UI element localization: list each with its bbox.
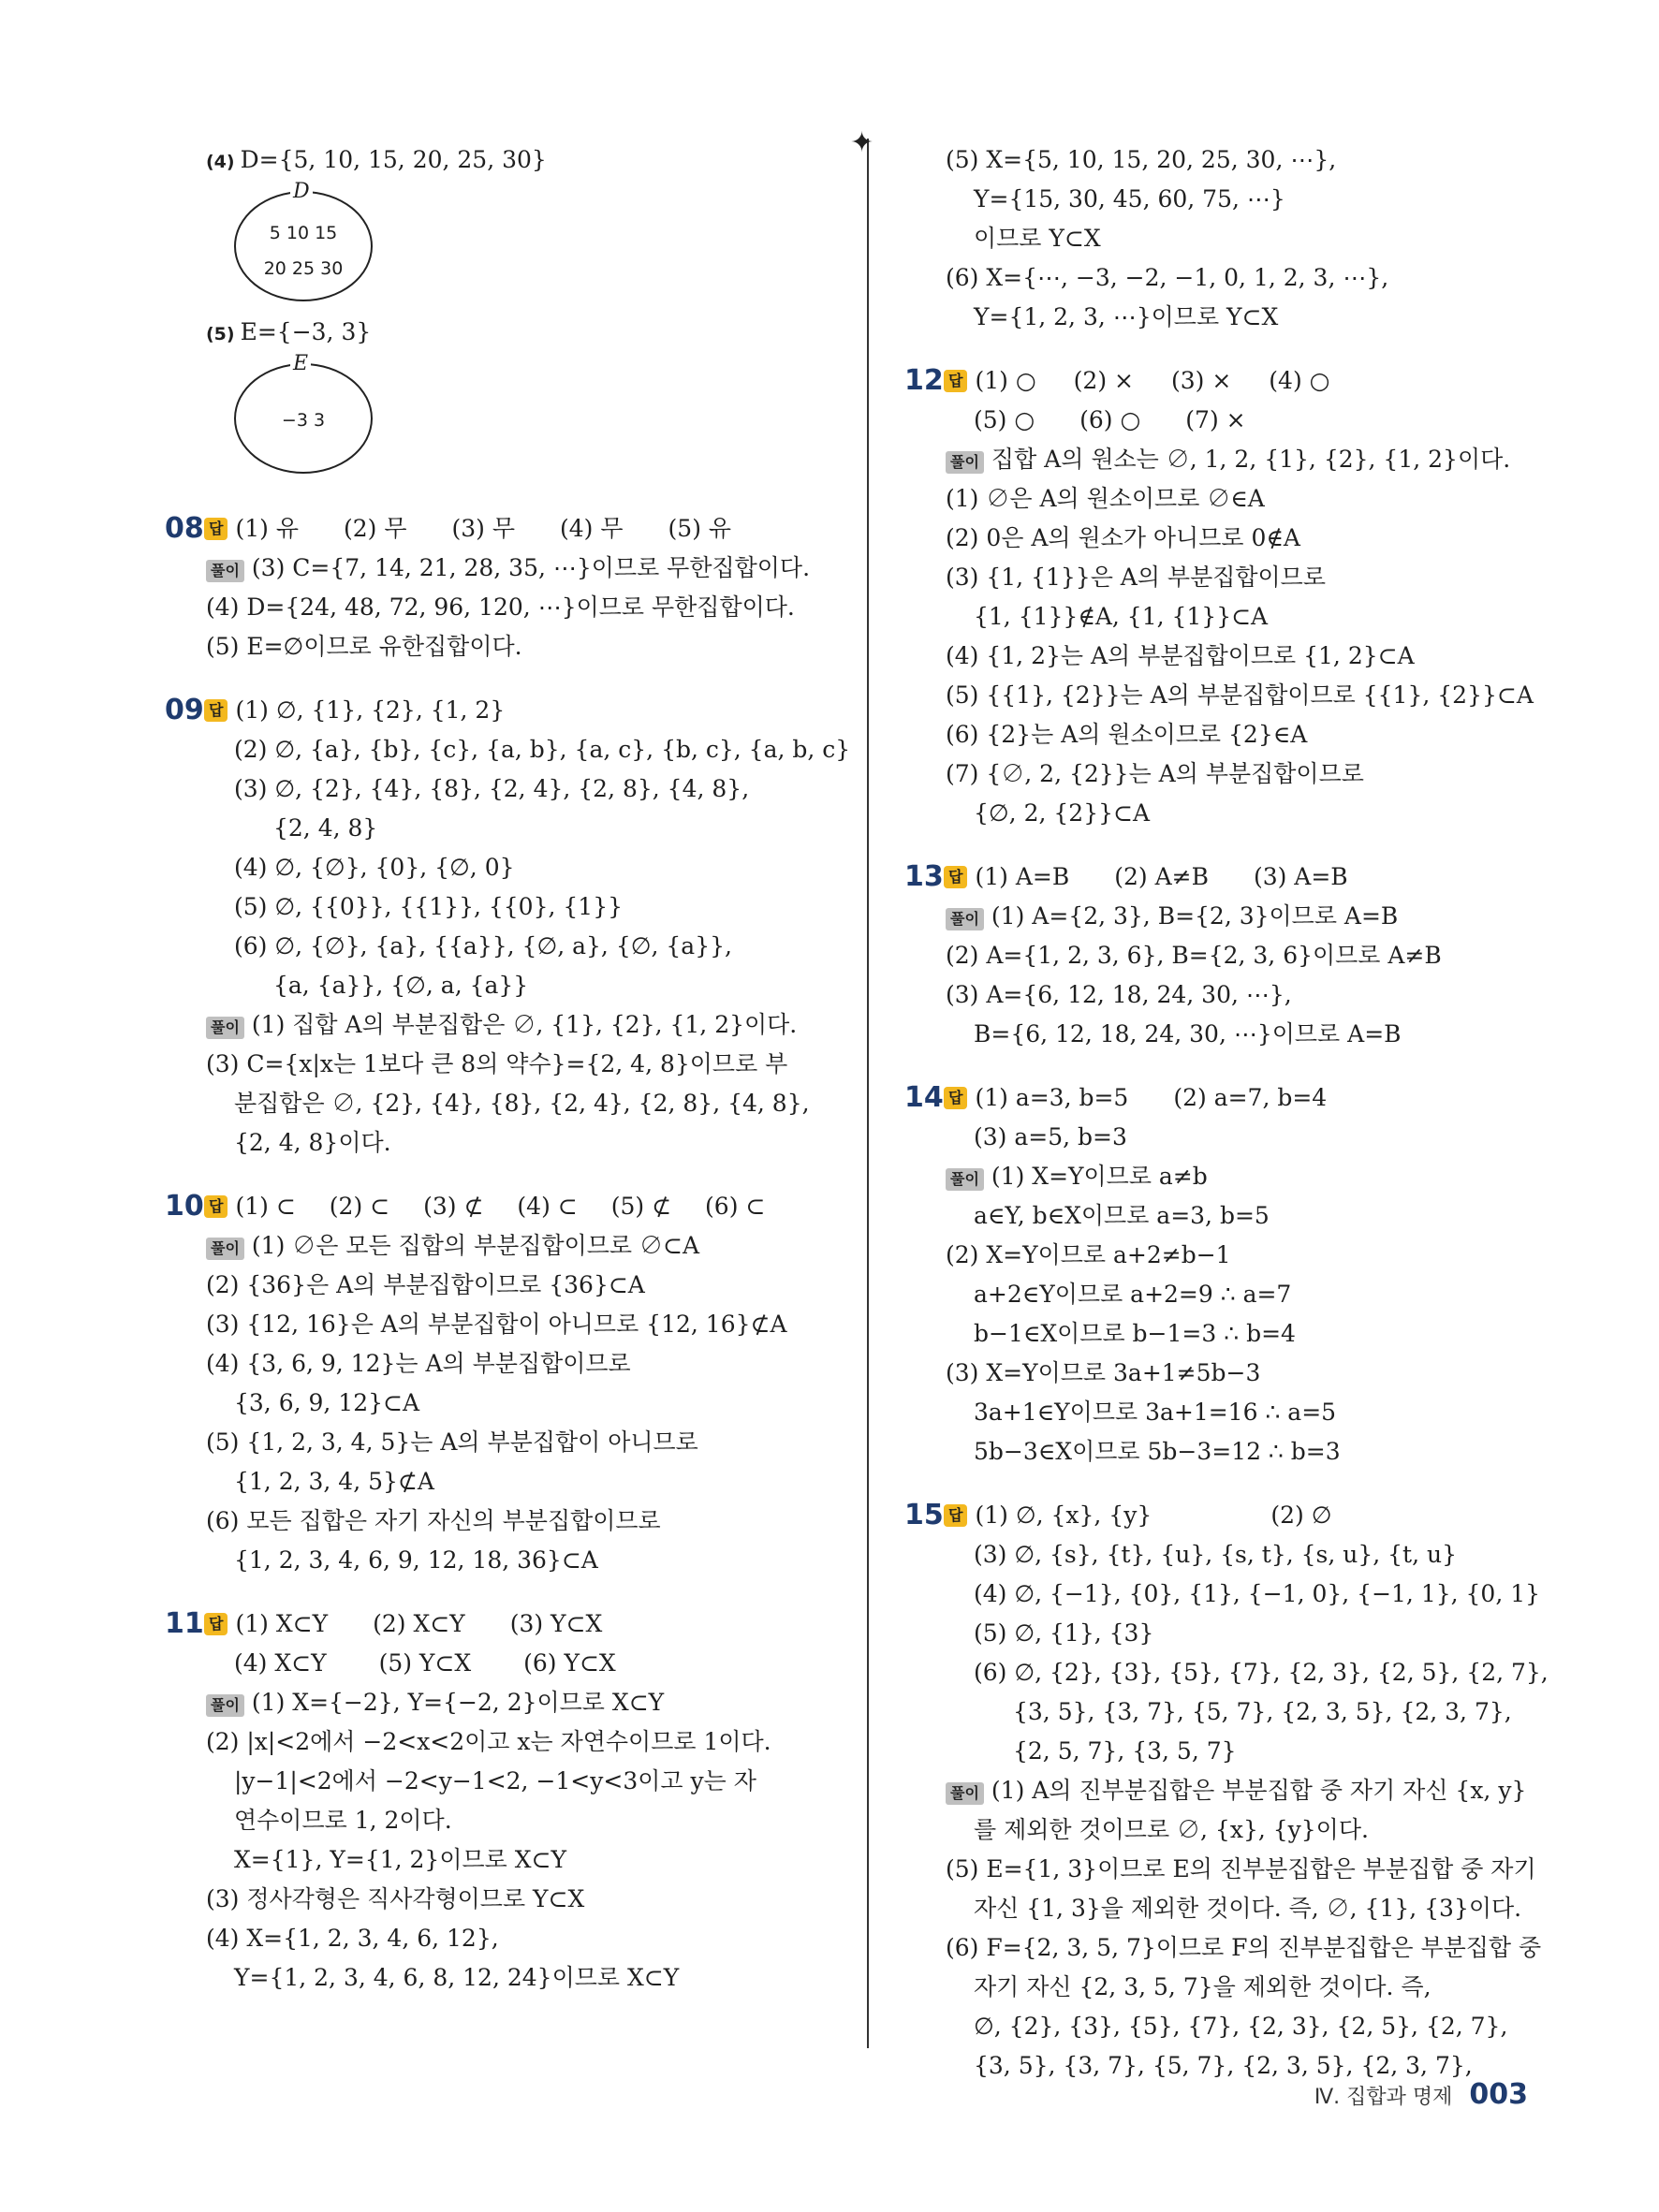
solution-line: {1, 2, 3, 4, 5}⊄A bbox=[234, 1468, 434, 1495]
venn-ellipse bbox=[234, 191, 373, 301]
answer-badge: 답 bbox=[944, 1087, 967, 1109]
question-12: 12 답 (1) ○ (2) × (3) × (4) ○ bbox=[904, 361, 1545, 401]
solution-line: b−1∈X이므로 b−1=3 ∴ b=4 bbox=[974, 1320, 1296, 1347]
solution-badge: 풀이 bbox=[946, 1168, 984, 1191]
question-number: 15 bbox=[904, 1499, 944, 1531]
question-11: 11 답 (1) X⊂Y (2) X⊂Y (3) Y⊂X bbox=[165, 1604, 843, 1644]
solution-line: 자기 자신 {2, 3, 5, 7}을 제외한 것이다. 즉, bbox=[974, 1973, 1431, 2000]
answer-row: (4) X⊂Y (5) Y⊂X (6) Y⊂X bbox=[234, 1649, 616, 1677]
solution-line: 풀이 (1) ∅은 모든 집합의 부분집합이므로 ∅⊂A bbox=[206, 1226, 843, 1266]
solution-line: 자신 {1, 3}을 제외한 것이다. 즉, ∅, {1}, {3}이다. bbox=[974, 1895, 1522, 1922]
solution-line: 풀이 (1) A={2, 3}, B={2, 3}이므로 A=B bbox=[946, 897, 1545, 936]
solution-line: 5b−3∈X이므로 5b−3=12 ∴ b=3 bbox=[974, 1438, 1341, 1465]
right-column bbox=[904, 140, 1549, 2086]
venn-diagram-e bbox=[234, 354, 374, 476]
solution-line: (3) {12, 16}은 A의 부분집합이 아니므로 {12, 16}⊄A bbox=[206, 1311, 787, 1338]
solution-line: (4) D={24, 48, 72, 96, 120, ⋯}이므로 무한집합이다. bbox=[206, 593, 795, 621]
venn-row: 20 25 30 bbox=[263, 258, 344, 279]
question-08: 08 답 (1) 유 (2) 무 (3) 무 (4) 무 (5) 유 bbox=[165, 509, 843, 549]
page-number: 003 bbox=[1469, 2078, 1528, 2111]
solution-line: {∅, 2, {2}}⊂A bbox=[974, 799, 1151, 827]
answer-line: {2, 5, 7}, {3, 5, 7} bbox=[1013, 1737, 1237, 1765]
solution-line: (3) C={x|x는 1보다 큰 8의 약수}={2, 4, 8}이므로 부 bbox=[206, 1050, 788, 1077]
solution-badge: 풀이 bbox=[946, 908, 984, 930]
left-column bbox=[165, 140, 851, 1998]
question-number: 12 bbox=[904, 364, 944, 397]
divider-ornament-icon: ✦ bbox=[850, 126, 874, 159]
solution-line: |y−1|<2에서 −2<y−1<2, −1<y<3이고 y는 자 bbox=[234, 1767, 756, 1795]
solution-line: a∈Y, b∈X이므로 a=3, b=5 bbox=[974, 1202, 1270, 1229]
answer-line: {3, 5}, {3, 7}, {5, 7}, {2, 3, 5}, {2, 3, 7}, bbox=[1013, 1698, 1512, 1725]
venn-row: −3 3 bbox=[281, 410, 326, 431]
solution-line: (5) {1, 2, 3, 4, 5}는 A의 부분집합이 아니므로 bbox=[206, 1428, 698, 1456]
solution-line: 풀이 집합 A의 원소는 ∅, 1, 2, {1}, {2}, {1, 2}이다. bbox=[946, 440, 1545, 479]
solution-line: (5) E={1, 3}이므로 E의 진부분집합은 부분집합 중 자기 bbox=[946, 1855, 1536, 1882]
question-number: 08 bbox=[165, 512, 204, 545]
solution-line: a+2∈Y이므로 a+2=9 ∴ a=7 bbox=[974, 1281, 1292, 1308]
answer-line: (6) ∅, {2}, {3}, {5}, {7}, {2, 3}, {2, 5}, {2, 7}, bbox=[974, 1659, 1549, 1686]
solution-line: (6) X={⋯, −3, −2, −1, 0, 1, 2, 3, ⋯}, bbox=[946, 264, 1389, 291]
venn-diagram-d bbox=[234, 182, 374, 303]
solution-line: (2) X=Y이므로 a+2≠b−1 bbox=[946, 1241, 1231, 1268]
answer-badge: 답 bbox=[944, 1504, 967, 1527]
solution-line: B={6, 12, 18, 24, 30, ⋯}이므로 A=B bbox=[974, 1020, 1402, 1047]
answer-row: (3) a=5, b=3 bbox=[974, 1123, 1127, 1150]
solution-badge: 풀이 bbox=[206, 1694, 244, 1717]
question-number: 11 bbox=[165, 1607, 204, 1640]
solution-line: (6) {2}는 A의 원소이므로 {2}∈A bbox=[946, 721, 1308, 748]
solution-line: (3) {1, {1}}은 A의 부분집합이므로 bbox=[946, 564, 1326, 591]
solution-line: {2, 4, 8}이다. bbox=[234, 1129, 391, 1156]
question-14: 14 답 (1) a=3, b=5 (2) a=7, b=4 bbox=[904, 1078, 1545, 1118]
solution-line: 분집합은 ∅, {2}, {4}, {8}, {2, 4}, {2, 8}, {4, 8}, bbox=[234, 1090, 810, 1117]
question-10: 10 답 (1) ⊂ (2) ⊂ (3) ⊄ (4) ⊂ (5) ⊄ (6) ⊂ bbox=[165, 1187, 843, 1226]
solution-line: Y={15, 30, 45, 60, 75, ⋯} bbox=[974, 185, 1285, 212]
solution-line: (5) E=∅이므로 유한집합이다. bbox=[206, 633, 522, 660]
solution-badge: 풀이 bbox=[206, 1017, 244, 1039]
answer-line: {a, {a}}, {∅, a, {a}} bbox=[273, 972, 529, 999]
answer-badge: 답 bbox=[204, 518, 228, 540]
solution-line: {3, 5}, {3, 7}, {5, 7}, {2, 3, 5}, {2, 3, 7}, bbox=[974, 2052, 1473, 2079]
solution-line: (6) 모든 집합은 자기 자신의 부분집합이므로 bbox=[206, 1507, 661, 1534]
solution-line: (4) X={1, 2, 3, 4, 6, 12}, bbox=[206, 1925, 499, 1952]
solution-line: 풀이 (3) C={7, 14, 21, 28, 35, ⋯}이므로 무한집합이다. bbox=[206, 549, 843, 588]
item-07-4: (4) D={5, 10, 15, 20, 25, 30} bbox=[206, 146, 547, 173]
solution-line: 이므로 Y⊂X bbox=[974, 225, 1101, 252]
answer-line: (4) ∅, {∅}, {0}, {∅, 0} bbox=[234, 854, 515, 881]
question-number: 13 bbox=[904, 860, 944, 893]
solution-line: 를 제외한 것이므로 ∅, {x}, {y}이다. bbox=[974, 1816, 1369, 1843]
question-number: 14 bbox=[904, 1081, 944, 1114]
venn-label: D bbox=[290, 182, 313, 202]
solution-line: (2) |x|<2에서 −2<x<2이고 x는 자연수이므로 1이다. bbox=[206, 1728, 771, 1755]
column-divider bbox=[867, 139, 869, 2048]
item-07-5: (5) E={−3, 3} bbox=[206, 318, 372, 345]
answer-badge: 답 bbox=[204, 1195, 228, 1218]
question-09: 09 답 (1) ∅, {1}, {2}, {1, 2} bbox=[165, 691, 843, 730]
solution-line: ∅, {2}, {3}, {5}, {7}, {2, 3}, {2, 5}, {2, 7}, bbox=[974, 2013, 1508, 2040]
solution-line: {3, 6, 9, 12}⊂A bbox=[234, 1389, 420, 1416]
question-15: 15 답 (1) ∅, {x}, {y} (2) ∅ bbox=[904, 1496, 1545, 1535]
answer-badge: 답 bbox=[204, 1613, 228, 1635]
solution-line: (2) A={1, 2, 3, 6}, B={2, 3, 6}이므로 A≠B bbox=[946, 942, 1442, 969]
solution-line: (7) {∅, 2, {2}}는 A의 부분집합이므로 bbox=[946, 760, 1364, 787]
solution-line: (4) {3, 6, 9, 12}는 A의 부분집합이므로 bbox=[206, 1350, 631, 1377]
answer-line: (3) ∅, {2}, {4}, {8}, {2, 4}, {2, 8}, {4, 8}, bbox=[234, 775, 750, 802]
solution-line: {1, {1}}∉A, {1, {1}}⊂A bbox=[974, 603, 1269, 630]
solution-line: (2) 0은 A의 원소가 아니므로 0∉A bbox=[946, 524, 1300, 551]
question-number: 10 bbox=[165, 1190, 204, 1223]
solution-line: 풀이 (1) 집합 A의 부분집합은 ∅, {1}, {2}, {1, 2}이다. bbox=[206, 1005, 843, 1045]
solution-line: Y={1, 2, 3, ⋯}이므로 Y⊂X bbox=[974, 303, 1279, 330]
question-number: 09 bbox=[165, 694, 204, 726]
solution-line: (3) A={6, 12, 18, 24, 30, ⋯}, bbox=[946, 981, 1292, 1008]
venn-label: E bbox=[290, 354, 311, 374]
answer-line: (3) ∅, {s}, {t}, {u}, {s, t}, {s, u}, {t, u} bbox=[974, 1541, 1457, 1568]
solution-line: (4) {1, 2}는 A의 부분집합이므로 {1, 2}⊂A bbox=[946, 642, 1415, 669]
solution-line: 풀이 (1) X=Y이므로 a≠b bbox=[946, 1157, 1545, 1196]
answer-badge: 답 bbox=[204, 699, 228, 722]
answer-line: (2) ∅, {a}, {b}, {c}, {a, b}, {a, c}, {b, c}, {a, b, c} bbox=[234, 736, 851, 763]
solution-line: (2) {36}은 A의 부분집합이므로 {36}⊂A bbox=[206, 1271, 645, 1298]
answer-badge: 답 bbox=[944, 370, 967, 392]
question-13: 13 답 (1) A=B (2) A≠B (3) A=B bbox=[904, 857, 1545, 897]
solution-line: 3a+1∈Y이므로 3a+1=16 ∴ a=5 bbox=[974, 1399, 1337, 1426]
answer-row: (5) ○ (6) ○ (7) × bbox=[974, 406, 1246, 433]
solution-line: 풀이 (1) X={−2}, Y={−2, 2}이므로 X⊂Y bbox=[206, 1683, 843, 1722]
venn-row: 5 10 15 bbox=[269, 223, 338, 243]
solution-line: X={1}, Y={1, 2}이므로 X⊂Y bbox=[234, 1846, 566, 1873]
solution-line: (5) {{1}, {2}}는 A의 부분집합이므로 {{1}, {2}}⊂A bbox=[946, 681, 1534, 709]
solution-line: Y={1, 2, 3, 4, 6, 8, 12, 24}이므로 X⊂Y bbox=[234, 1964, 680, 1991]
solution-line: 연수이므로 1, 2이다. bbox=[234, 1807, 452, 1834]
solution-line: (5) X={5, 10, 15, 20, 25, 30, ⋯}, bbox=[946, 146, 1337, 173]
page-footer bbox=[1314, 2078, 1528, 2111]
answer-line: (5) ∅, {1}, {3} bbox=[974, 1619, 1154, 1647]
solution-badge: 풀이 bbox=[946, 1782, 984, 1805]
solution-line: (3) 정사각형은 직사각형이므로 Y⊂X bbox=[206, 1885, 585, 1912]
solution-line: (1) ∅은 A의 원소이므로 ∅∈A bbox=[946, 485, 1265, 512]
answer-line: (6) ∅, {∅}, {a}, {{a}}, {∅, a}, {∅, {a}}, bbox=[234, 932, 732, 960]
solution-badge: 풀이 bbox=[946, 451, 984, 474]
solution-line: (3) X=Y이므로 3a+1≠5b−3 bbox=[946, 1359, 1261, 1386]
solution-line: (6) F={2, 3, 5, 7}이므로 F의 진부분집합은 부분집합 중 bbox=[946, 1934, 1542, 1961]
answer-line: {2, 4, 8} bbox=[273, 814, 378, 842]
answer-badge: 답 bbox=[944, 866, 967, 888]
solution-line: 풀이 (1) A의 진부분집합은 부분집합 중 자기 자신 {x, y} bbox=[946, 1771, 1545, 1810]
solution-line: {1, 2, 3, 4, 6, 9, 12, 18, 36}⊂A bbox=[234, 1546, 598, 1574]
solution-badge: 풀이 bbox=[206, 560, 244, 582]
section-title: Ⅳ. 집합과 명제 bbox=[1314, 2086, 1453, 2109]
answer-line: (5) ∅, {{0}}, {{1}}, {{0}, {1}} bbox=[234, 893, 624, 920]
solution-badge: 풀이 bbox=[206, 1238, 244, 1260]
answer-line: (4) ∅, {−1}, {0}, {1}, {−1, 0}, {−1, 1}, {0, 1} bbox=[974, 1580, 1541, 1607]
